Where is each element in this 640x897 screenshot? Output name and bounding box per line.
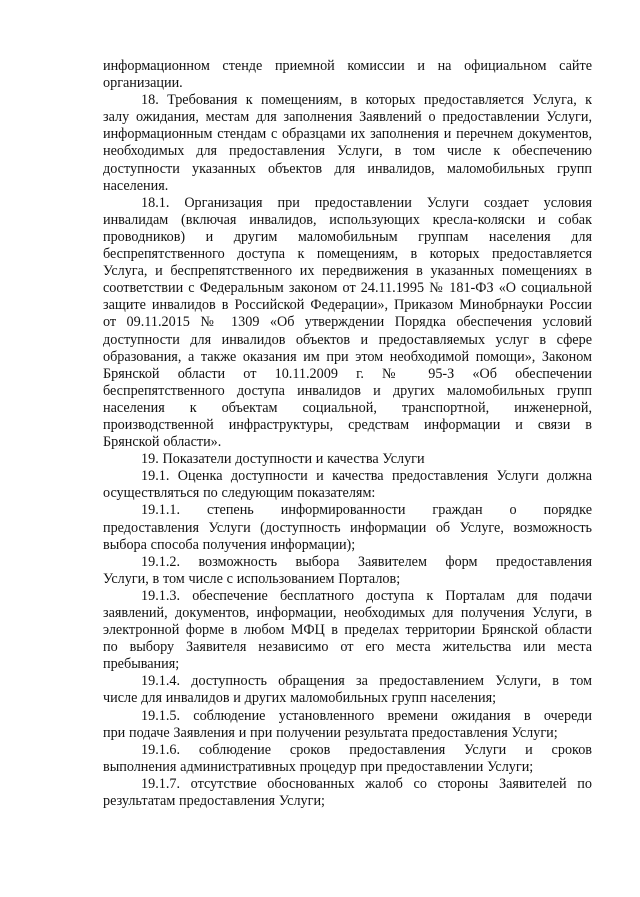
text-line: Услуга, и беспрепятственного их передвижения в указанных помещениях в xyxy=(103,263,592,280)
text-line: Брянской области от 10.11.2009 г. № 95-З «Об обеспечении xyxy=(103,365,592,382)
text-line: соответствии с Федеральным законом от 24.11.1995 № 181-ФЗ «О социальной xyxy=(103,280,592,297)
text-line: заявлений, документов, информации, необходимых для получения Услуги, в xyxy=(103,605,592,621)
text-line: Брянской области». xyxy=(103,434,222,451)
text-line: 19.1.2. возможность выбора Заявителем форм предоставления xyxy=(141,553,592,570)
text-line: инвалидам (включая инвалидов, использующих кресла-коляски и собак xyxy=(103,211,592,228)
text-line: информационным стендам с образцами их заполнения и перечнем документов, xyxy=(103,126,592,143)
text-line: 19.1. Оценка доступности и качества предоставления Услуги должна xyxy=(141,468,592,485)
text-line: пребывания; xyxy=(103,656,180,673)
text-line: 19.1.6. соблюдение сроков предоставления Услуги и сроков xyxy=(141,741,592,758)
text-line: информационном стенде приемной комиссии и на официальном сайте xyxy=(103,58,592,74)
document-body xyxy=(103,58,592,810)
text-line: 18.1. Организация при предоставлении Услуги создает условия xyxy=(141,194,592,211)
text-line: необходимых для предоставления Услуги, в том числе к обеспечению xyxy=(103,143,592,160)
text-line: беспрепятственного доступа к помещениям, в которых предоставляется xyxy=(103,246,592,263)
text-line: 19.1.5. соблюдение установленного времени ожидания в очереди xyxy=(141,707,592,724)
text-line: населения. xyxy=(103,177,169,194)
text-line: электронной форме в любом МФЦ в пределах территории Брянской области xyxy=(103,622,592,639)
text-line: предоставления Услуги (доступность информации об Услуге, возможность xyxy=(103,519,592,536)
text-line: 18. Требования к помещениям, в которых предоставляется Услуга, к xyxy=(141,92,592,109)
text-line: выполнения административных процедур при предоставлении Услуги; xyxy=(103,758,534,775)
text-line: защите инвалидов в Российской Федерации», Приказом Минобрнауки России xyxy=(103,297,592,314)
text-line: при подаче Заявления и при получении результата предоставления Услуги; xyxy=(103,724,558,741)
text-line: проводников) и другим маломобильным группам населения для xyxy=(103,228,592,245)
text-line: 19.1.3. обеспечение бесплатного доступа к Порталам для подачи xyxy=(141,587,592,604)
text-line: 19.1.1. степень информированности граждан о порядке xyxy=(141,502,592,519)
text-line: 19. Показатели доступности и качества Услуги xyxy=(141,451,425,468)
text-line: 19.1.4. доступность обращения за предоставлением Услуги, в том xyxy=(141,673,592,690)
text-line: доступности для инвалидов объектов и предоставляемых услуг в сфере xyxy=(103,331,592,348)
text-line: числе для инвалидов и других маломобильных групп населения; xyxy=(103,690,497,707)
text-line: осуществляться по следующим показателям: xyxy=(103,485,376,502)
text-line: Услуги, в том числе с использованием Порталов; xyxy=(103,570,401,587)
text-line: населения к объектам социальной, транспортной, инженерной, xyxy=(103,399,592,416)
text-line: образования, а также оказания им при этом необходимой помощи», Законом xyxy=(103,348,592,365)
text-line: по выбору Заявителя независимо от его места жительства или места xyxy=(103,639,592,656)
text-line: производственной инфраструктуры, средствам информации и связи в xyxy=(103,416,592,433)
text-line: залу ожидания, местам для заполнения Заявлений о предоставлении Услуги, xyxy=(103,109,592,126)
text-line: доступности указанных объектов для инвалидов, маломобильных групп xyxy=(103,160,592,177)
text-line: результатам предоставления Услуги; xyxy=(103,793,325,810)
text-line: организации. xyxy=(103,75,183,92)
text-line: 19.1.7. отсутствие обоснованных жалоб со стороны Заявителей по xyxy=(141,775,592,792)
text-line: беспрепятственного доступа инвалидов и других маломобильных групп xyxy=(103,382,592,399)
text-line: от 09.11.2015 № 1309 «Об утверждении Порядка обеспечения условий xyxy=(103,314,592,331)
text-line: выбора способа получения информации); xyxy=(103,536,356,553)
